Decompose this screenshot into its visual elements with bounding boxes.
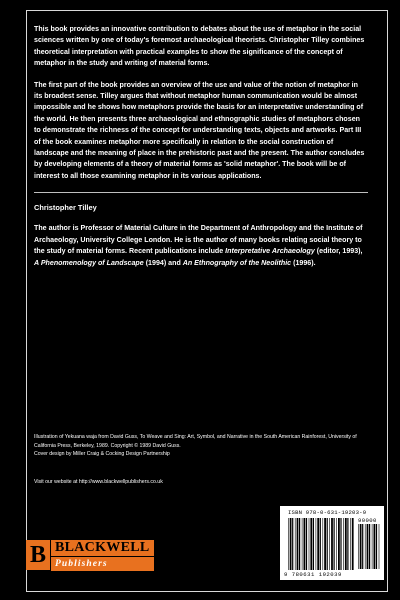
author-bio bbox=[34, 223, 368, 269]
bio-work-1: Interpretative Archaeology bbox=[225, 247, 315, 256]
back-cover-text bbox=[34, 24, 368, 279]
illustration-credit: Illustration of Yekuana waja from David Guss, To Weave and Sing: Art, Symbol, and Narrative in the South American Rainforest, University of California Press, Berkeley, 1989. Copyright © 1989 David Guss. bbox=[34, 434, 357, 449]
isbn-text: ISBN 978-0-631-19203-9 bbox=[288, 509, 367, 516]
addon-barcode-bars bbox=[358, 524, 380, 569]
bio-work-2: A Phenomenology of Landscape bbox=[34, 258, 144, 267]
image-credits bbox=[34, 433, 366, 459]
divider bbox=[34, 192, 368, 193]
bio-between-1: (editor, 1993), bbox=[314, 247, 363, 256]
overview-paragraph: The first part of the book provides an overview of the use and value of the notion of metaphor in its broadest sense. Tilley argues that without metaphor human communication would be almost impossible and he shows how metaphors provide the basis for an interpretative understanding of the world. He then presents three archaeological and ethnographic studies of metaphors chosen to demonstrate the richness of the concept for understanding texts, objects and artworks. Part III of the book examines metaphor more specifically in relation to the social construction of landscape and the meaning of place in the prehistoric past and the present. The author concludes by developing elements of a theory of material forms as 'solid metaphor'. The book will be of interest to all those examining metaphor in its various applications. bbox=[34, 80, 365, 180]
ean-number: 9 780631 192039 bbox=[284, 571, 342, 578]
barcode-bars bbox=[288, 518, 354, 570]
bio-between-2: (1994) and bbox=[143, 258, 183, 267]
logo-wordmark bbox=[51, 540, 154, 571]
publisher-name: BLACKWELL bbox=[51, 540, 154, 556]
cover-design-credit: Cover design by Miller Craig & Cocking Design Partnership bbox=[34, 451, 170, 458]
addon-number: 90000 bbox=[358, 517, 377, 524]
description-paragraph: This book provides an innovative contribution to debates about the use of metaphor in the social sciences written by one of today's foremost archaeological theorists. Christopher Tilley combines theoretical interpretation with practical examples to show the significance of the concept of metaphor in the study and writing of material forms. bbox=[34, 25, 365, 68]
barcode-panel bbox=[280, 506, 384, 580]
logo-letter: B bbox=[26, 540, 50, 570]
publisher-logo bbox=[26, 540, 154, 571]
website-line: Visit our website at http://www.blackwellpublishers.co.uk bbox=[34, 479, 163, 485]
publisher-tagline: Publishers bbox=[51, 557, 154, 571]
bio-end: (1996). bbox=[291, 258, 316, 267]
author-name: Christopher Tilley bbox=[34, 203, 97, 213]
bio-lead: The author is Professor of Material Culture in the Department of Anthropology and the Institute of Archaeology, University College London. He is the author of many books relating social theory to the study of material forms. Recent publications include bbox=[34, 224, 363, 256]
bio-work-3: An Ethnography of the Neolithic bbox=[182, 258, 292, 267]
